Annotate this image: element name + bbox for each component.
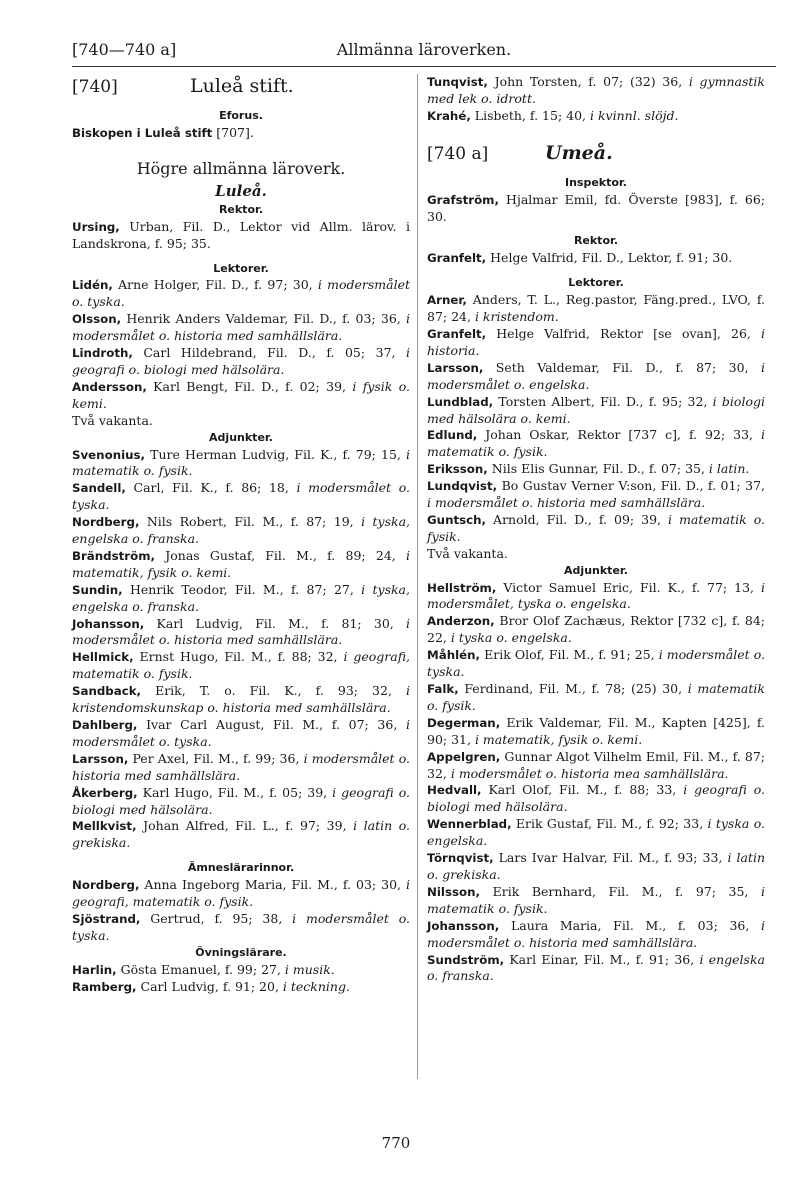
adjunkter-list — [427, 580, 765, 986]
entry-text: Victor Samuel Eric, Fil. K., f. 77; 13, — [496, 579, 761, 595]
entry-subjects: i matematik, fysik o. kemi. — [72, 547, 410, 580]
entry-subjects: i tyska, engelska o. franska. — [72, 514, 410, 547]
staff-entry — [72, 962, 410, 979]
entry-name: Arner, — [427, 293, 467, 308]
entry-text: Anders, T. L., Reg.pastor, Fäng.pred., LVO, f. 87; 24, — [427, 292, 765, 325]
staff-entry — [427, 952, 765, 986]
entry-subjects: i modersmålet o. historia med samhällslära. — [427, 917, 765, 950]
entry-text: Johan Alfred, Fil. L., f. 97; 39, — [136, 818, 354, 834]
entry-text: Anna Ingeborg Maria, Fil. M., f. 03; 30, — [139, 877, 406, 893]
staff-entry — [427, 74, 765, 108]
staff-entry — [427, 108, 765, 125]
staff-entry — [427, 647, 765, 681]
entry-subjects: i kvinnl. slöjd. — [590, 107, 679, 123]
entry-subjects: i matematik o. fysik. — [427, 883, 765, 916]
staff-entry — [72, 616, 410, 650]
entry-text: Carl Ludvig, f. 91; 20, — [136, 978, 283, 994]
entry-text: Johan Oskar, Rektor [737 c], f. 92; 33, — [477, 427, 761, 443]
rektor-list — [427, 250, 765, 267]
entry-name: Appelgren, — [427, 749, 501, 764]
entry-name: Ursing, — [72, 219, 120, 234]
entry-text: Arne Holger, Fil. D., f. 97; 30, — [112, 277, 318, 293]
spacer — [427, 125, 765, 141]
entry-subjects: i matematik o. fysik. — [72, 446, 410, 479]
entry-text: Nils Elis Gunnar, Fil. D., f. 07; 35, — [487, 461, 709, 477]
entry-text: Erik Valdemar, Fil. M., Kapten [425], f. 90; 31, — [427, 714, 765, 747]
staff-entry — [72, 877, 410, 911]
entry-subjects: i latin. — [708, 461, 750, 477]
spacer — [427, 225, 765, 233]
staff-entry — [72, 548, 410, 582]
entry-name: Måhlén, — [427, 648, 481, 663]
vacancy-note: Två vakanta. — [427, 545, 508, 561]
staff-entry — [427, 427, 765, 461]
amneslararinnor-heading: Ämneslärarinnor. — [187, 861, 295, 875]
inspektor-heading: Inspektor. — [565, 175, 627, 189]
staff-entry — [72, 649, 410, 683]
entry-name: Sundström, — [427, 952, 505, 967]
entry-name: Ramberg, — [72, 979, 137, 994]
entry-subjects: i modersmålet o. historia med samhällslära. — [72, 615, 410, 648]
staff-entry — [427, 715, 765, 749]
staff-entry — [427, 681, 765, 715]
entry-name: Andersson, — [72, 379, 147, 394]
adjunkter-heading: Adjunkter. — [564, 563, 628, 577]
entry-subjects: i matematik o. fysik. — [427, 681, 765, 713]
staff-entry — [72, 514, 410, 548]
entry-name: Mellkvist, — [72, 819, 137, 834]
section-title: Umeå. — [545, 141, 613, 164]
entry-subjects: i historia. — [427, 325, 765, 358]
entry-text: Laura Maria, Fil. M., f. 03; 36, — [499, 917, 761, 933]
staff-entry — [72, 277, 410, 311]
staff-entry — [72, 683, 410, 717]
entry-subjects: i biologi med hälsolära o. kemi. — [427, 393, 765, 426]
entry-text: Karl Einar, Fil. M., f. 91; 36, — [504, 951, 700, 967]
running-head — [72, 40, 776, 62]
staff-entry — [427, 580, 765, 614]
staff-entry — [427, 292, 765, 326]
entry-name: Hellström, — [427, 580, 497, 595]
staff-entry — [72, 751, 410, 785]
lektorer-heading: Lektorer. — [568, 276, 624, 290]
staff-entry — [72, 717, 410, 751]
entry-text: Ernst Hugo, Fil. M., f. 88; 32, — [133, 649, 344, 665]
entry-subjects: i matematik, fysik o. kemi. — [474, 731, 643, 747]
entry-name: Sandell, — [72, 481, 126, 496]
staff-entry — [427, 478, 765, 512]
entry-text: John Torsten, f. 07; (32) 36, — [487, 74, 689, 89]
entry-text: Per Axel, Fil. M., f. 99; 36, — [128, 750, 304, 766]
entry-name: Larsson, — [427, 360, 484, 375]
staff-entry — [72, 345, 410, 379]
section-header — [72, 74, 410, 108]
entry-name: Krahé, — [427, 108, 471, 123]
entry-subjects: i modersmålet o. tyska. — [72, 717, 410, 749]
entry-name: Dahlberg, — [72, 718, 138, 732]
entry-name: Sjöstrand, — [72, 911, 141, 926]
right-column — [427, 74, 765, 985]
entry-subjects: i tyska, engelska o. franska. — [72, 581, 410, 614]
staff-entry — [427, 512, 765, 546]
entry-subjects: i modersmålet o. historia mea samhällslära. — [450, 765, 729, 781]
entry-text: Helge Valfrid, Fil. D., Lektor, f. 91; 30. — [486, 250, 733, 266]
entry-subjects: i modersmålet o. engelska. — [427, 359, 765, 392]
entry-text: Erik, T. o. Fil. K., f. 93; 32, — [141, 683, 406, 699]
entry-text: Hjalmar Emil, fd. Överste [983], f. 66; 30. — [427, 191, 765, 224]
entry-subjects: i musik. — [284, 961, 335, 977]
staff-entry — [427, 250, 765, 267]
staff-entry — [427, 749, 765, 783]
entry-text: Henrik Teodor, Fil. M., f. 87; 27, — [122, 581, 362, 597]
entry-subjects: i modersmålet o. historia med samhällslära. — [427, 495, 706, 511]
entry-subjects: i geografi o. biologi med hälsolära. — [427, 782, 766, 815]
staff-entry — [427, 192, 765, 226]
entry-name: Biskopen i Luleå stift — [72, 125, 213, 140]
entry-text: Ferdinand, Fil. M., f. 78; (25) 30, — [458, 681, 688, 696]
school-heading: Högre allmänna läroverk. — [136, 158, 346, 178]
adjunkter-heading: Adjunkter. — [209, 430, 273, 444]
entry-name: Sundin, — [72, 582, 123, 597]
staff-entry — [72, 480, 410, 514]
entry-subjects: i modersmålet o. tyska. — [72, 910, 410, 943]
staff-entry — [72, 582, 410, 616]
lektorer-list — [427, 292, 765, 546]
entry-text: Helge Valfrid, Rektor [se ovan], 26, — [486, 325, 761, 341]
staff-entry — [427, 360, 765, 394]
amneslararinnor-list — [72, 877, 410, 945]
entry-name: Guntsch, — [427, 512, 487, 527]
entry-name: Tunqvist, — [427, 75, 488, 89]
staff-entry — [427, 884, 765, 918]
entry-name: Törnqvist, — [427, 851, 494, 866]
entry-text: Gösta Emanuel, f. 99; 27, — [116, 961, 285, 977]
entry-subjects: i geografi o. biologi med hälsolära. — [72, 784, 410, 817]
city-heading: Luleå. — [215, 181, 267, 200]
spacer — [72, 852, 410, 860]
entry-name: Edlund, — [427, 428, 478, 443]
entry-text: Seth Valdemar, Fil. D., f. 87; 30, — [483, 359, 761, 375]
entry-name: Nilsson, — [427, 884, 480, 899]
entry-text: Carl Hildebrand, Fil. D., f. 05; 37, — [132, 345, 406, 361]
spacer — [427, 267, 765, 275]
section-number: [740 a] — [427, 143, 489, 164]
section-title: Luleå stift. — [190, 75, 294, 97]
page-title: Allmänna läroverken. — [336, 40, 512, 59]
entry-subjects: i fysik o. kemi. — [72, 378, 410, 411]
entry-name: Falk, — [427, 682, 459, 696]
entry-name: Wennerblad, — [427, 817, 512, 832]
entry-subjects: i geografi, matematik o. fysik. — [72, 649, 411, 682]
entry-subjects: i geografi o. biologi med hälsolära. — [72, 345, 410, 377]
staff-entry — [72, 911, 410, 945]
entry-text: Urban, Fil. D., Lektor vid Allm. lärov. i Landskrona, f. 95; 35. — [72, 218, 410, 251]
entry-text: Nils Robert, Fil. M., f. 87; 19, — [139, 514, 362, 530]
entry-text: Ivar Carl August, Fil. M., f. 07; 36, — [137, 717, 406, 732]
entry-name: Degerman, — [427, 715, 501, 730]
entry-text: Erik Bernhard, Fil. M., f. 97; 35, — [480, 883, 761, 899]
entry-subjects: i modersmålet o. tyska. — [427, 647, 765, 680]
entry-text: Bo Gustav Verner V:son, Fil. D., f. 01; 37, — [497, 478, 765, 494]
staff-entry — [427, 850, 765, 884]
entry-text: Carl, Fil. K., f. 86; 18, — [125, 480, 297, 496]
page-range: [740—740 a] — [72, 40, 177, 59]
entry-text: Lisbeth, f. 15; 40, — [470, 107, 590, 123]
entry-name: Olsson, — [72, 312, 122, 327]
entry-subjects: i tyska o. engelska. — [427, 816, 765, 849]
header-rule — [72, 66, 776, 67]
entry-name: Brändström, — [72, 548, 155, 563]
staff-entry — [72, 447, 410, 481]
entry-name: Lindroth, — [72, 346, 133, 361]
staff-entry — [72, 311, 410, 345]
eforus-heading: Eforus. — [219, 109, 263, 122]
entry-subjects: i kristendom. — [474, 309, 559, 325]
adjunkter-list — [72, 447, 410, 853]
entry-name: Johansson, — [72, 616, 145, 631]
entry-text: [707]. — [212, 124, 254, 140]
rektor-list — [72, 219, 410, 253]
entry-text: Torsten Albert, Fil. D., f. 95; 32, — [493, 393, 713, 409]
entry-subjects: i matematik o. fysik. — [427, 511, 765, 544]
entry-text: Henrik Anders Valdemar, Fil. D., f. 03; 36, — [121, 311, 406, 327]
left-column — [72, 74, 410, 996]
entry-text: Arnold, Fil. D., f. 09; 39, — [486, 511, 669, 527]
entry-text: Gunnar Algot Vilhelm Emil, Fil. M., f. 87; 32, — [427, 748, 765, 781]
page-number: 770 — [381, 1134, 411, 1152]
entry-subjects: i latin o. grekiska. — [72, 818, 410, 851]
entry-name: Granfelt, — [427, 251, 487, 266]
entry-text: Karl Ludvig, Fil. M., f. 81; 30, — [144, 615, 406, 631]
entry-text: Erik Gustaf, Fil. M., f. 92; 33, — [511, 816, 708, 832]
ovningslarare-list — [72, 962, 410, 996]
entry-name: Nordberg, — [72, 878, 140, 893]
entry-name: Lundqvist, — [427, 479, 498, 494]
vacancy-note: Två vakanta. — [72, 412, 153, 428]
spacer — [72, 253, 410, 261]
entry-subjects: i matematik o. fysik. — [427, 427, 765, 460]
section-number: [740] — [72, 77, 118, 97]
staff-entry — [72, 979, 410, 996]
entry-text: Karl Bengt, Fil. D., f. 02; 39, — [146, 378, 353, 394]
entry-name: Eriksson, — [427, 462, 488, 477]
staff-entry — [72, 219, 410, 253]
entry-name: Nordberg, — [72, 515, 140, 530]
entry-subjects: i modersmålet o. tyska. — [72, 277, 410, 310]
staff-entry — [72, 785, 410, 819]
entry-name: Hellmick, — [72, 650, 134, 665]
entry-subjects: i tyska o. engelska. — [450, 630, 572, 646]
entry-name: Johansson, — [427, 918, 500, 933]
entry-text: Erik Olof, Fil. M., f. 91; 25, — [480, 647, 659, 663]
staff-entry — [427, 918, 765, 952]
entry-subjects: i engelska o. franska. — [427, 951, 766, 984]
entry-name: Granfelt, — [427, 326, 487, 341]
entry-name: Hedvall, — [427, 783, 482, 798]
section-header — [427, 141, 765, 175]
entry-subjects: i geografi, matematik o. fysik. — [72, 877, 410, 910]
entry-text: Lars Ivar Halvar, Fil. M., f. 93; 33, — [493, 850, 728, 866]
entry-name: Lundblad, — [427, 394, 494, 409]
entry-subjects: i modersmålet, tyska o. engelska. — [427, 579, 765, 612]
staff-entry — [72, 818, 410, 852]
entry-text: Karl Olof, Fil. M., f. 88; 33, — [481, 782, 684, 798]
staff-entry — [427, 816, 765, 850]
rektor-heading: Rektor. — [218, 202, 264, 216]
entry-subjects: i modersmålet o. historia med samhällslära. — [72, 750, 410, 783]
entry-name: Anderzon, — [427, 614, 495, 629]
entry-text: Gertrud, f. 95; 38, — [140, 910, 293, 926]
entry-subjects: i teckning. — [282, 978, 350, 994]
entry-text: Jonas Gustaf, Fil. M., f. 89; 24, — [154, 547, 406, 563]
eforus-entry — [72, 125, 410, 142]
inspektor-list — [427, 192, 765, 226]
entry-name: Larsson, — [72, 751, 129, 766]
lektorer-list — [72, 277, 410, 412]
staff-entry — [427, 613, 765, 647]
entry-name: Sandback, — [72, 684, 142, 699]
lektorer-heading: Lektorer. — [213, 261, 269, 275]
entry-text: Ture Herman Ludvig, Fil. K., f. 79; 15, — [145, 446, 406, 462]
column-divider — [417, 74, 418, 1079]
staff-entry — [72, 379, 410, 413]
staff-entry — [427, 326, 765, 360]
staff-entry — [427, 461, 765, 478]
entry-subjects: i modersmålet o. historia med samhällslära. — [72, 311, 410, 344]
rektor-heading: Rektor. — [573, 234, 619, 248]
entry-text: Bror Olof Zachæus, Rektor [732 c], f. 84; 22, — [427, 613, 765, 646]
entry-name: Svenonius, — [72, 447, 146, 462]
entry-name: Grafström, — [427, 192, 499, 207]
staff-entry — [427, 394, 765, 428]
entry-text: Karl Hugo, Fil. M., f. 05; 39, — [137, 784, 333, 800]
ovningslarare-heading: Övningslärare. — [195, 945, 287, 959]
continued-entries — [427, 74, 765, 125]
entry-name: Harlin, — [72, 962, 117, 977]
entry-subjects: i kristendomskunskap o. historia med samhällslära. — [72, 683, 410, 716]
entry-subjects: i gymnastik med lek o. idrott. — [427, 74, 765, 106]
entry-name: Åkerberg, — [72, 785, 138, 800]
staff-entry — [427, 782, 765, 816]
entry-name: Lidén, — [72, 278, 113, 293]
entry-subjects: i latin o. grekiska. — [427, 850, 766, 882]
entry-subjects: i modersmålet o. tyska. — [72, 480, 410, 513]
